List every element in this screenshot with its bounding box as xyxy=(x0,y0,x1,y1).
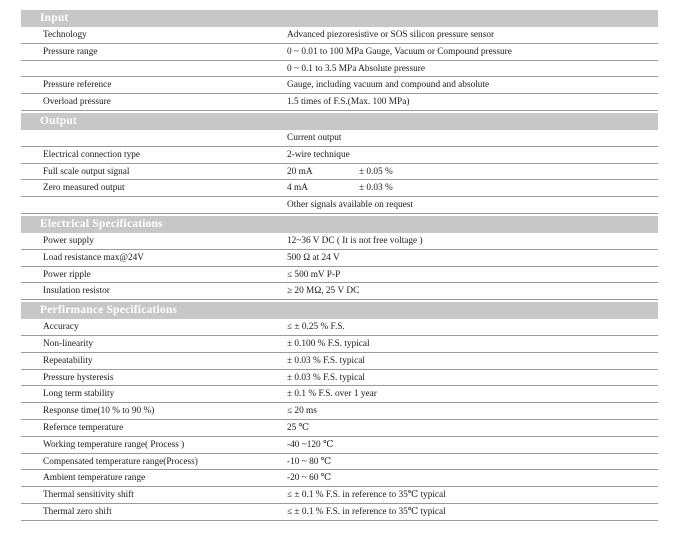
spec-label: Repeatability xyxy=(43,355,93,366)
spec-label: Refernce temperature xyxy=(43,422,124,433)
spec-label: Full scale output signal xyxy=(43,166,130,177)
spec-row xyxy=(21,487,658,504)
spec-value xyxy=(268,283,658,299)
spec-label: Insulation resistor xyxy=(43,286,110,297)
spec-value-main: ± 0.03 % F.S. typical xyxy=(287,355,365,366)
spec-label: Working temperature range( Process ) xyxy=(43,439,185,450)
spec-value xyxy=(268,420,658,436)
spec-label: Load resistance max@24V xyxy=(43,252,144,263)
section-header: Output xyxy=(21,113,658,130)
spec-value xyxy=(268,267,658,283)
spec-value xyxy=(268,487,658,503)
spec-value-main: 2-wire technique xyxy=(287,149,350,160)
spec-value xyxy=(268,250,658,266)
spec-value-main: Other signals available on request xyxy=(287,200,413,211)
spec-value-main: -10 ~ 80 ℃ xyxy=(287,456,332,467)
spec-row xyxy=(21,267,658,284)
spec-label: Power ripple xyxy=(43,269,91,280)
spec-value-main: 4 mA xyxy=(287,183,308,194)
spec-value-main: ± 0.100 % F.S. typical xyxy=(287,338,370,349)
spec-label xyxy=(21,197,268,213)
spec-row xyxy=(21,403,658,420)
spec-row xyxy=(21,336,658,353)
spec-row xyxy=(21,233,658,250)
spec-row xyxy=(21,454,658,471)
spec-value xyxy=(268,233,658,249)
spec-label: Thermal sensitivity shift xyxy=(43,490,134,501)
section-header: Perfirmance Specifications xyxy=(21,302,658,319)
spec-row xyxy=(21,44,658,61)
spec-label: Long term stability xyxy=(43,389,115,400)
spec-value xyxy=(268,437,658,453)
spec-label: Power supply xyxy=(43,235,94,246)
spec-value xyxy=(268,147,658,163)
spec-value-main: 20 mA xyxy=(287,166,313,177)
spec-row xyxy=(21,77,658,94)
spec-row xyxy=(21,61,658,78)
spec-label: Overload pressure xyxy=(43,97,111,108)
spec-row xyxy=(21,130,658,147)
spec-value-main: Current output xyxy=(287,132,342,143)
spec-section xyxy=(21,10,658,113)
spec-value-main: Gauge, including vacuum and compound and absolute xyxy=(287,80,490,91)
spec-value xyxy=(268,403,658,419)
spec-value-main: -20 ~ 60 ℃ xyxy=(287,473,332,484)
spec-value xyxy=(268,336,658,352)
spec-value-main: ≤ 500 mV P-P xyxy=(287,269,341,280)
spec-label: Compensated temperature range(Process) xyxy=(43,456,198,467)
spec-value-tolerance: ± 0.03 % xyxy=(359,183,393,194)
spec-value xyxy=(268,27,658,43)
spec-label: Response time(10 % to 90 %) xyxy=(43,406,155,417)
spec-value xyxy=(268,370,658,386)
spec-label: Zero measured output xyxy=(43,183,125,194)
spec-value-main: ≤ ± 0.1 % F.S. in reference to 35℃ typical xyxy=(287,506,446,517)
spec-value-main: ≤ ± 0.1 % F.S. in reference to 35℃ typical xyxy=(287,490,446,501)
spec-value xyxy=(268,164,658,180)
spec-label: Electrical connection type xyxy=(43,149,141,160)
spec-value-main: 0 ~ 0.1 to 3.5 MPa Absolute pressure xyxy=(287,63,426,74)
spec-value xyxy=(268,94,658,110)
spec-value-main: -40 ~120 ℃ xyxy=(287,439,334,450)
spec-row xyxy=(21,164,658,181)
spec-value xyxy=(268,470,658,486)
spec-value-main: 25 ℃ xyxy=(287,422,310,433)
spec-value-main: ≤ ± 0.25 % F.S. xyxy=(287,322,345,333)
spec-row xyxy=(21,27,658,44)
spec-row xyxy=(21,420,658,437)
spec-value-main: 1.5 times of F.S.(Max. 100 MPa) xyxy=(287,97,410,108)
spec-row xyxy=(21,386,658,403)
spec-row xyxy=(21,504,658,521)
spec-row xyxy=(21,319,658,336)
spec-value xyxy=(268,353,658,369)
spec-value xyxy=(268,504,658,520)
spec-label: Thermal zero shift xyxy=(43,506,112,517)
spec-label: Non-linearity xyxy=(43,338,94,349)
spec-label xyxy=(21,61,268,77)
spec-value-main: 500 Ω at 24 V xyxy=(287,252,340,263)
spec-row xyxy=(21,180,658,197)
section-header: Electrical Specifications xyxy=(21,216,658,233)
spec-value xyxy=(268,130,658,146)
spec-label: Pressure reference xyxy=(43,80,112,91)
spec-row xyxy=(21,197,658,214)
spec-row xyxy=(21,370,658,387)
spec-value xyxy=(268,44,658,60)
spec-value xyxy=(268,77,658,93)
spec-value xyxy=(268,180,658,196)
spec-section xyxy=(21,302,658,521)
spec-section xyxy=(21,216,658,302)
spec-value-main: ≤ 20 ms xyxy=(287,406,317,417)
spec-value xyxy=(268,319,658,335)
spec-row xyxy=(21,94,658,111)
spec-value xyxy=(268,454,658,470)
spec-value-main: 12~36 V DC ( It is not free voltage ) xyxy=(287,235,423,246)
spec-value xyxy=(268,61,658,77)
spec-label: Pressure hysteresis xyxy=(43,372,114,383)
spec-label xyxy=(21,130,268,146)
spec-value-main: ± 0.03 % F.S. typical xyxy=(287,372,365,383)
spec-label: Technology xyxy=(43,30,87,40)
spec-row xyxy=(21,470,658,487)
spec-row xyxy=(21,147,658,164)
spec-label: Ambient temperature range xyxy=(43,473,146,484)
spec-value xyxy=(268,386,658,402)
spec-section xyxy=(21,113,658,216)
spec-label: Accuracy xyxy=(43,322,79,333)
spec-row xyxy=(21,353,658,370)
spec-value xyxy=(268,197,658,213)
spec-row xyxy=(21,250,658,267)
spec-value-tolerance: ± 0.05 % xyxy=(359,166,393,177)
spec-value-main: ± 0.1 % F.S. over 1 year xyxy=(287,389,377,400)
spec-label: Pressure range xyxy=(43,46,98,57)
spec-value-main: ≥ 20 MΩ, 25 V DC xyxy=(287,286,360,297)
spec-row xyxy=(21,437,658,454)
spec-value-main: Advanced piezoresistive or SOS silicon pressure sensor xyxy=(287,30,495,40)
spec-row xyxy=(21,283,658,300)
section-header: Input xyxy=(21,10,658,27)
spec-value-main: 0 ~ 0.01 to 100 MPa Gauge, Vacuum or Compound pressure xyxy=(287,46,512,57)
spec-sheet xyxy=(21,10,658,521)
